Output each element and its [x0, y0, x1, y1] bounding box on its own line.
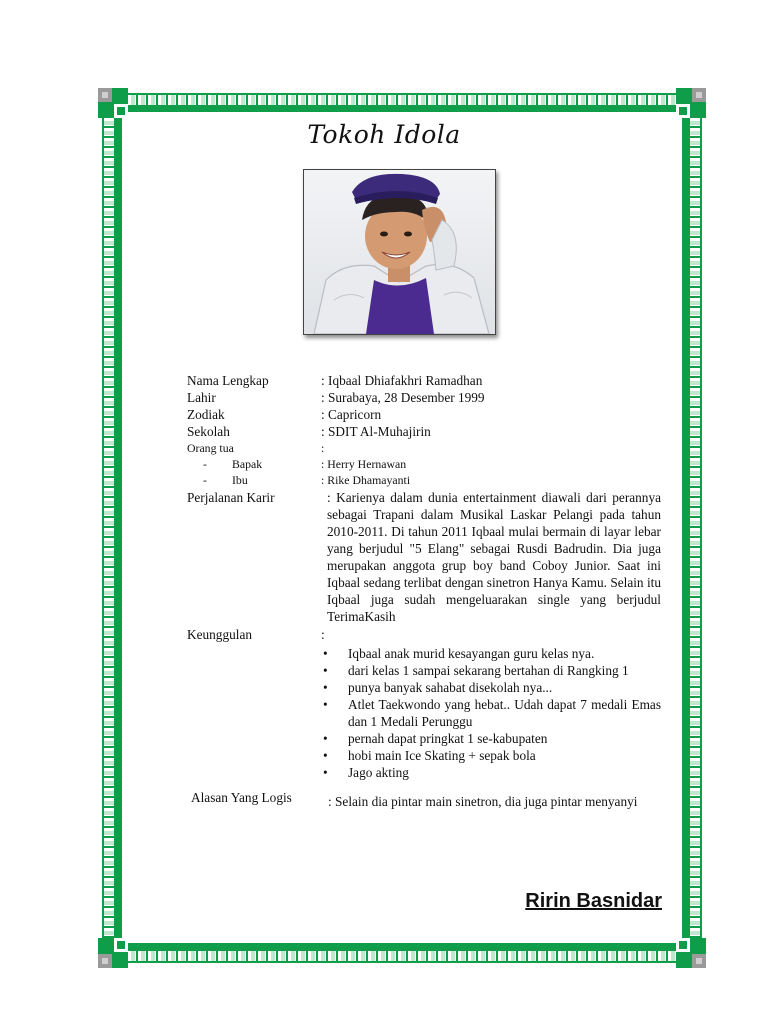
keunggulan-item [321, 645, 661, 662]
label-orang-tua: Orang tua [187, 441, 234, 455]
bullet-icon: • [323, 680, 328, 695]
keunggulan-text: Atlet Taekwondo yang hebat.. Udah dapat 7 medali Emas dan 1 Medali Perunggu [348, 697, 661, 729]
author-name: Ririn Basnidar [525, 890, 662, 912]
value-bapak: : Herry Hernawan [321, 457, 407, 471]
value-ibu: : Rike Dhamayanti [321, 473, 411, 487]
corner-ornament-bottom-right [676, 938, 706, 968]
border-bottom-line [120, 943, 684, 949]
value-lahir: : Surabaya, 28 Desember 1999 [321, 390, 485, 405]
profile-details [187, 372, 661, 814]
keunggulan-item [321, 747, 661, 764]
dash-ibu: - [203, 473, 207, 487]
border-bottom-chain [126, 949, 678, 963]
bullet-icon: • [323, 765, 328, 780]
bullet-icon: • [323, 646, 328, 661]
value-alasan: : Selain dia pintar main sinetron, dia juga pintar menyanyi [328, 794, 638, 809]
row-nama-lengkap [187, 372, 661, 389]
value-nama-lengkap: : Iqbaal Dhiafakhri Ramadhan [321, 373, 483, 388]
keunggulan-list [321, 645, 661, 781]
row-sekolah [187, 423, 661, 440]
row-zodiak [187, 406, 661, 423]
row-ibu [187, 472, 661, 488]
label-bapak: Bapak [232, 457, 263, 471]
row-keunggulan [187, 626, 661, 781]
portrait-illustration [304, 170, 495, 334]
keunggulan-item [321, 679, 661, 696]
keunggulan-text: hobi main Ice Skating + sepak bola [348, 748, 536, 763]
value-zodiak: : Capricorn [321, 407, 382, 422]
bullet-icon: • [323, 663, 328, 678]
value-perjalanan-karir: : Karienya dalam dunia entertainment diawali dari perannya sebagai Trapani dalam Musikal Laskar Pelangi pada tahun 2010-2011. Di tahun 2011 Iqbaal mulai bermain di layar lebar yang berjudul "5 Elang" sebagai Rusdi Badrudin. Dia juga merupakan anggota grup boy band Coboy Junior. Saat ini Iqbaal sedang terlibat dengan sinetron Hanya Kamu. Selain itu Iqbaal juga sudah mengeluarakan single yang berjudul TerimaKasih [327, 490, 661, 624]
label-alasan: Alasan Yang Logis [191, 790, 292, 805]
keunggulan-text: dari kelas 1 sampai sekarang bertahan di Rangking 1 [348, 663, 629, 678]
keunggulan-text: pernah dapat pringkat 1 se-kabupaten [348, 731, 548, 746]
bullet-icon: • [323, 731, 328, 746]
row-perjalanan-karir [187, 489, 661, 625]
border-top-line [120, 106, 684, 112]
label-zodiak: Zodiak [187, 407, 225, 422]
page-title: Tokoh Idola [307, 120, 461, 149]
keunggulan-text: punya banyak sahabat disekolah nya... [348, 680, 553, 695]
border-top-chain [126, 93, 678, 107]
bullet-icon: • [323, 748, 328, 763]
label-sekolah: Sekolah [187, 424, 230, 439]
portrait-photo [303, 169, 496, 335]
label-bapak-group [187, 456, 321, 472]
row-bapak [187, 456, 661, 472]
label-ibu-group [187, 472, 321, 488]
value-orang-tua: : [321, 441, 325, 455]
keunggulan-text: Jago akting [348, 765, 409, 780]
dash-bapak: - [203, 457, 207, 471]
keunggulan-item [321, 730, 661, 747]
border-left-line [116, 110, 122, 944]
keunggulan-colon: : [321, 627, 325, 642]
border-right-chain [688, 116, 702, 940]
border-right-line [682, 110, 688, 944]
corner-ornament-top-right [676, 88, 706, 118]
row-alasan [187, 789, 661, 814]
label-nama-lengkap: Nama Lengkap [187, 373, 269, 388]
keunggulan-item [321, 662, 661, 679]
keunggulan-text: Iqbaal anak murid kesayangan guru kelas nya. [348, 646, 595, 661]
corner-ornament-top-left [98, 88, 128, 118]
keunggulan-item [321, 764, 661, 781]
value-keunggulan [321, 626, 661, 781]
corner-ornament-bottom-left [98, 938, 128, 968]
label-ibu: Ibu [232, 473, 248, 487]
value-sekolah: : SDIT Al-Muhajirin [321, 424, 431, 439]
label-keunggulan: Keunggulan [187, 627, 252, 642]
keunggulan-item [321, 696, 661, 730]
row-lahir [187, 389, 661, 406]
row-orang-tua [187, 440, 661, 456]
border-left-chain [102, 116, 116, 940]
bullet-icon: • [323, 697, 328, 712]
label-perjalanan-karir: Perjalanan Karir [187, 490, 275, 505]
label-lahir: Lahir [187, 390, 216, 405]
